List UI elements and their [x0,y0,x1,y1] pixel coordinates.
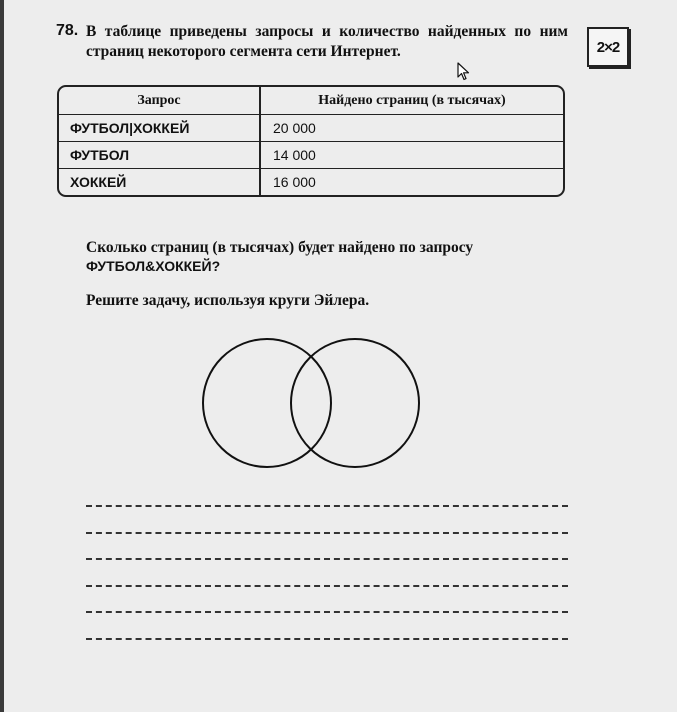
answer-line[interactable] [86,638,568,640]
answer-line[interactable] [86,585,568,587]
table-row [59,141,563,168]
problem-intro: В таблице приведены запросы и количество найденных по ним страниц некоторого сегмента сети Интернет. [86,23,568,60]
instruction-text: Решите задачу, используя круги Эйлера. [86,292,370,309]
table-row [59,168,563,195]
euler-circle-left [203,339,331,467]
header-query: Запрос [59,87,261,114]
cell-query: ФУТБОЛ|ХОККЕЙ [59,115,261,141]
page-edge [0,0,4,712]
queries-table [57,85,565,197]
header-pages: Найдено страниц (в тысячах) [318,92,506,108]
cell-query: ФУТБОЛ [59,142,261,168]
answer-line[interactable] [86,532,568,534]
cell-query: ХОККЕЙ [59,169,261,195]
answer-line[interactable] [86,505,568,507]
table-row [59,114,563,141]
difficulty-badge: 2×2 [587,27,629,67]
question-query: ФУТБОЛ&ХОККЕЙ? [86,258,221,274]
mouse-cursor-icon [457,62,471,82]
euler-circle-right [291,339,419,467]
cell-pages: 20 000 [273,120,316,136]
answer-lines [86,505,568,664]
answer-line[interactable] [86,611,568,613]
question-text: Сколько страниц (в тысячах) будет найдено по запросу [86,239,474,256]
problem-number: 78. [56,22,79,39]
cell-pages: 14 000 [273,147,316,163]
cell-pages: 16 000 [273,174,316,190]
answer-line[interactable] [86,558,568,560]
table-header-row [59,87,563,114]
euler-circles-diagram [200,336,425,470]
